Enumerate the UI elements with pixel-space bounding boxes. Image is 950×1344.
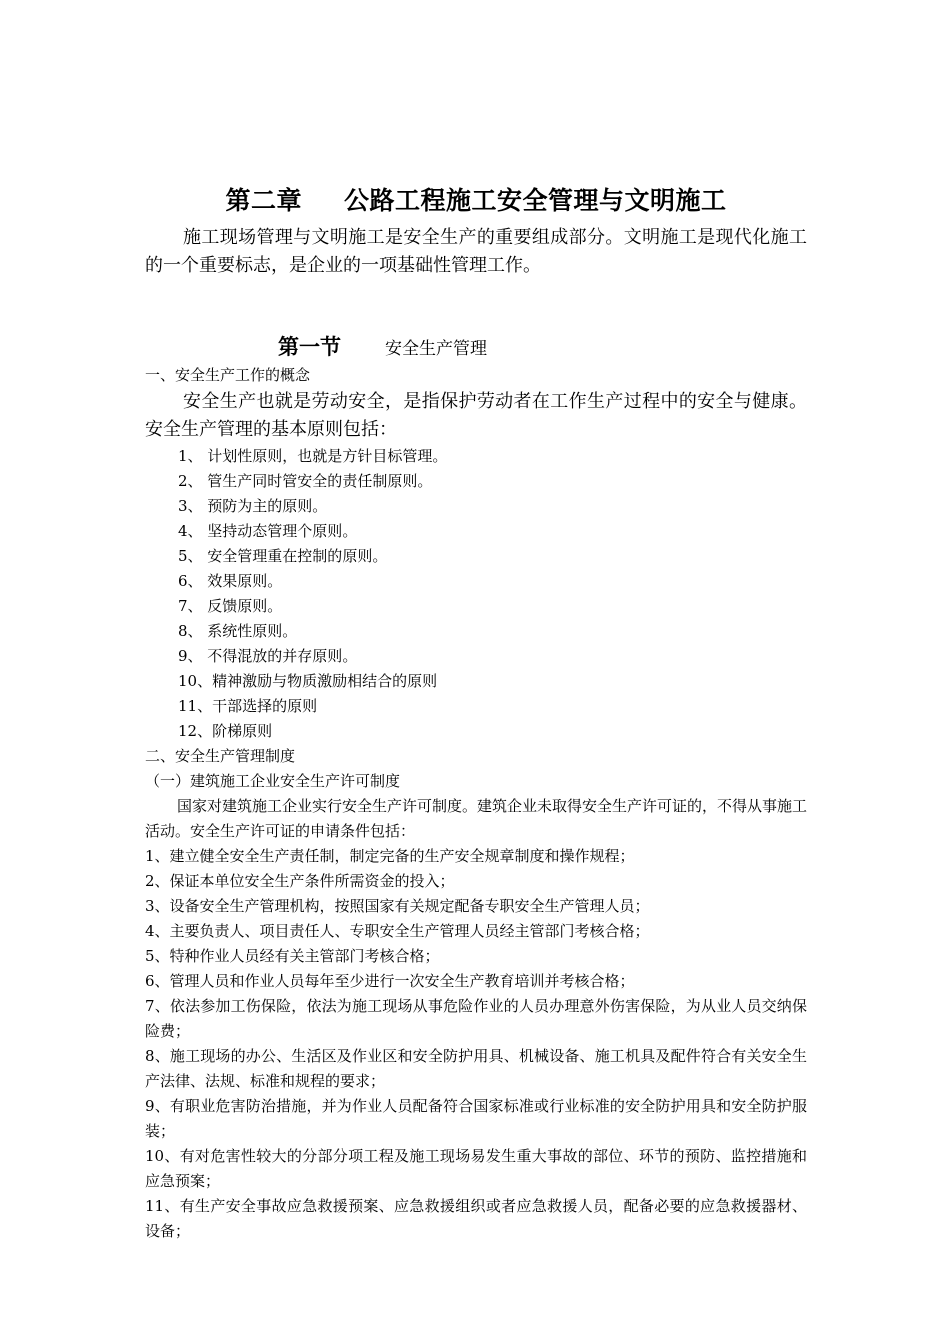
list-item: 2、 管生产同时管安全的责任制原则。 bbox=[178, 472, 433, 490]
list-item: 8、 系统性原则。 bbox=[178, 622, 298, 640]
list-item: 5、特种作业人员经有关主管部门考核合格； bbox=[145, 947, 440, 965]
list-item: 12、阶梯原则 bbox=[178, 722, 273, 740]
list-item: 7、 反馈原则。 bbox=[178, 597, 283, 615]
list-item: 9、有职业危害防治措施，并为作业人员配备符合国家标准或行业标准的安全防护用具和安全防护服装； bbox=[145, 1097, 807, 1140]
section-number: 第一节 bbox=[278, 334, 341, 359]
list-item: 4、主要负责人、项目责任人、专职安全生产管理人员经主管部门考核合格； bbox=[145, 922, 650, 940]
conditions-list bbox=[145, 844, 807, 1244]
chapter-name: 公路工程施工安全管理与文明施工 bbox=[344, 186, 727, 215]
list-item: 1、 计划性原则，也就是方针目标管理。 bbox=[178, 447, 448, 465]
list-item: 7、依法参加工伤保险，依法为施工现场从事危险作业的人员办理意外伤害保险，为从业人员交纳保险费； bbox=[145, 997, 807, 1040]
list-item: 10、有对危害性较大的分部分项工程及施工现场易发生重大事故的部位、环节的预防、监控措施和应急预案； bbox=[145, 1147, 807, 1190]
section-title bbox=[278, 331, 807, 363]
principles-list bbox=[145, 444, 807, 744]
chapter-number: 第二章 bbox=[225, 186, 302, 215]
list-item: 8、施工现场的办公、生活区及作业区和安全防护用具、机械设备、施工机具及配件符合有关安全生产法律、法规、标准和规程的要求； bbox=[145, 1047, 807, 1090]
list-item: 2、保证本单位安全生产条件所需资金的投入； bbox=[145, 872, 455, 890]
chapter-intro: 施工现场管理与文明施工是安全生产的重要组成部分。文明施工是现代化施工的一个重要标志，是企业的一项基础性管理工作。 bbox=[145, 227, 807, 276]
part2-heading: 二、安全生产管理制度 bbox=[145, 747, 296, 765]
list-item: 9、 不得混放的并存原则。 bbox=[178, 647, 358, 665]
chapter-title bbox=[145, 184, 807, 218]
list-item: 5、 安全管理重在控制的原则。 bbox=[178, 547, 388, 565]
list-item: 1、建立健全安全生产责任制，制定完备的生产安全规章制度和操作规程； bbox=[145, 847, 635, 865]
section-name: 安全生产管理 bbox=[385, 339, 487, 359]
list-item: 6、 效果原则。 bbox=[178, 572, 283, 590]
list-item: 11、干部选择的原则 bbox=[178, 697, 318, 715]
list-item: 11、有生产安全事故应急救援预案、应急救援组织或者应急救援人员，配备必要的应急救援器材、设备； bbox=[145, 1197, 807, 1240]
list-item: 10、精神激励与物质激励相结合的原则 bbox=[178, 672, 438, 690]
part2-subheading: （一）建筑施工企业安全生产许可制度 bbox=[145, 772, 401, 790]
part1-paragraph: 安全生产也就是劳动安全，是指保护劳动者在工作生产过程中的安全与健康。安全生产管理的基本原则包括： bbox=[145, 391, 807, 440]
list-item: 3、 预防为主的原则。 bbox=[178, 497, 328, 515]
document-body bbox=[145, 184, 807, 1244]
list-item: 4、 坚持动态管理个原则。 bbox=[178, 522, 358, 540]
list-item: 6、管理人员和作业人员每年至少进行一次安全生产教育培训并考核合格； bbox=[145, 972, 635, 990]
list-item: 3、设备安全生产管理机构，按照国家有关规定配备专职安全生产管理人员； bbox=[145, 897, 650, 915]
part2-paragraph: 国家对建筑施工企业实行安全生产许可制度。建筑企业未取得安全生产许可证的，不得从事施工活动。安全生产许可证的申请条件包括： bbox=[145, 797, 808, 840]
part1-heading: 一、安全生产工作的概念 bbox=[145, 366, 311, 384]
